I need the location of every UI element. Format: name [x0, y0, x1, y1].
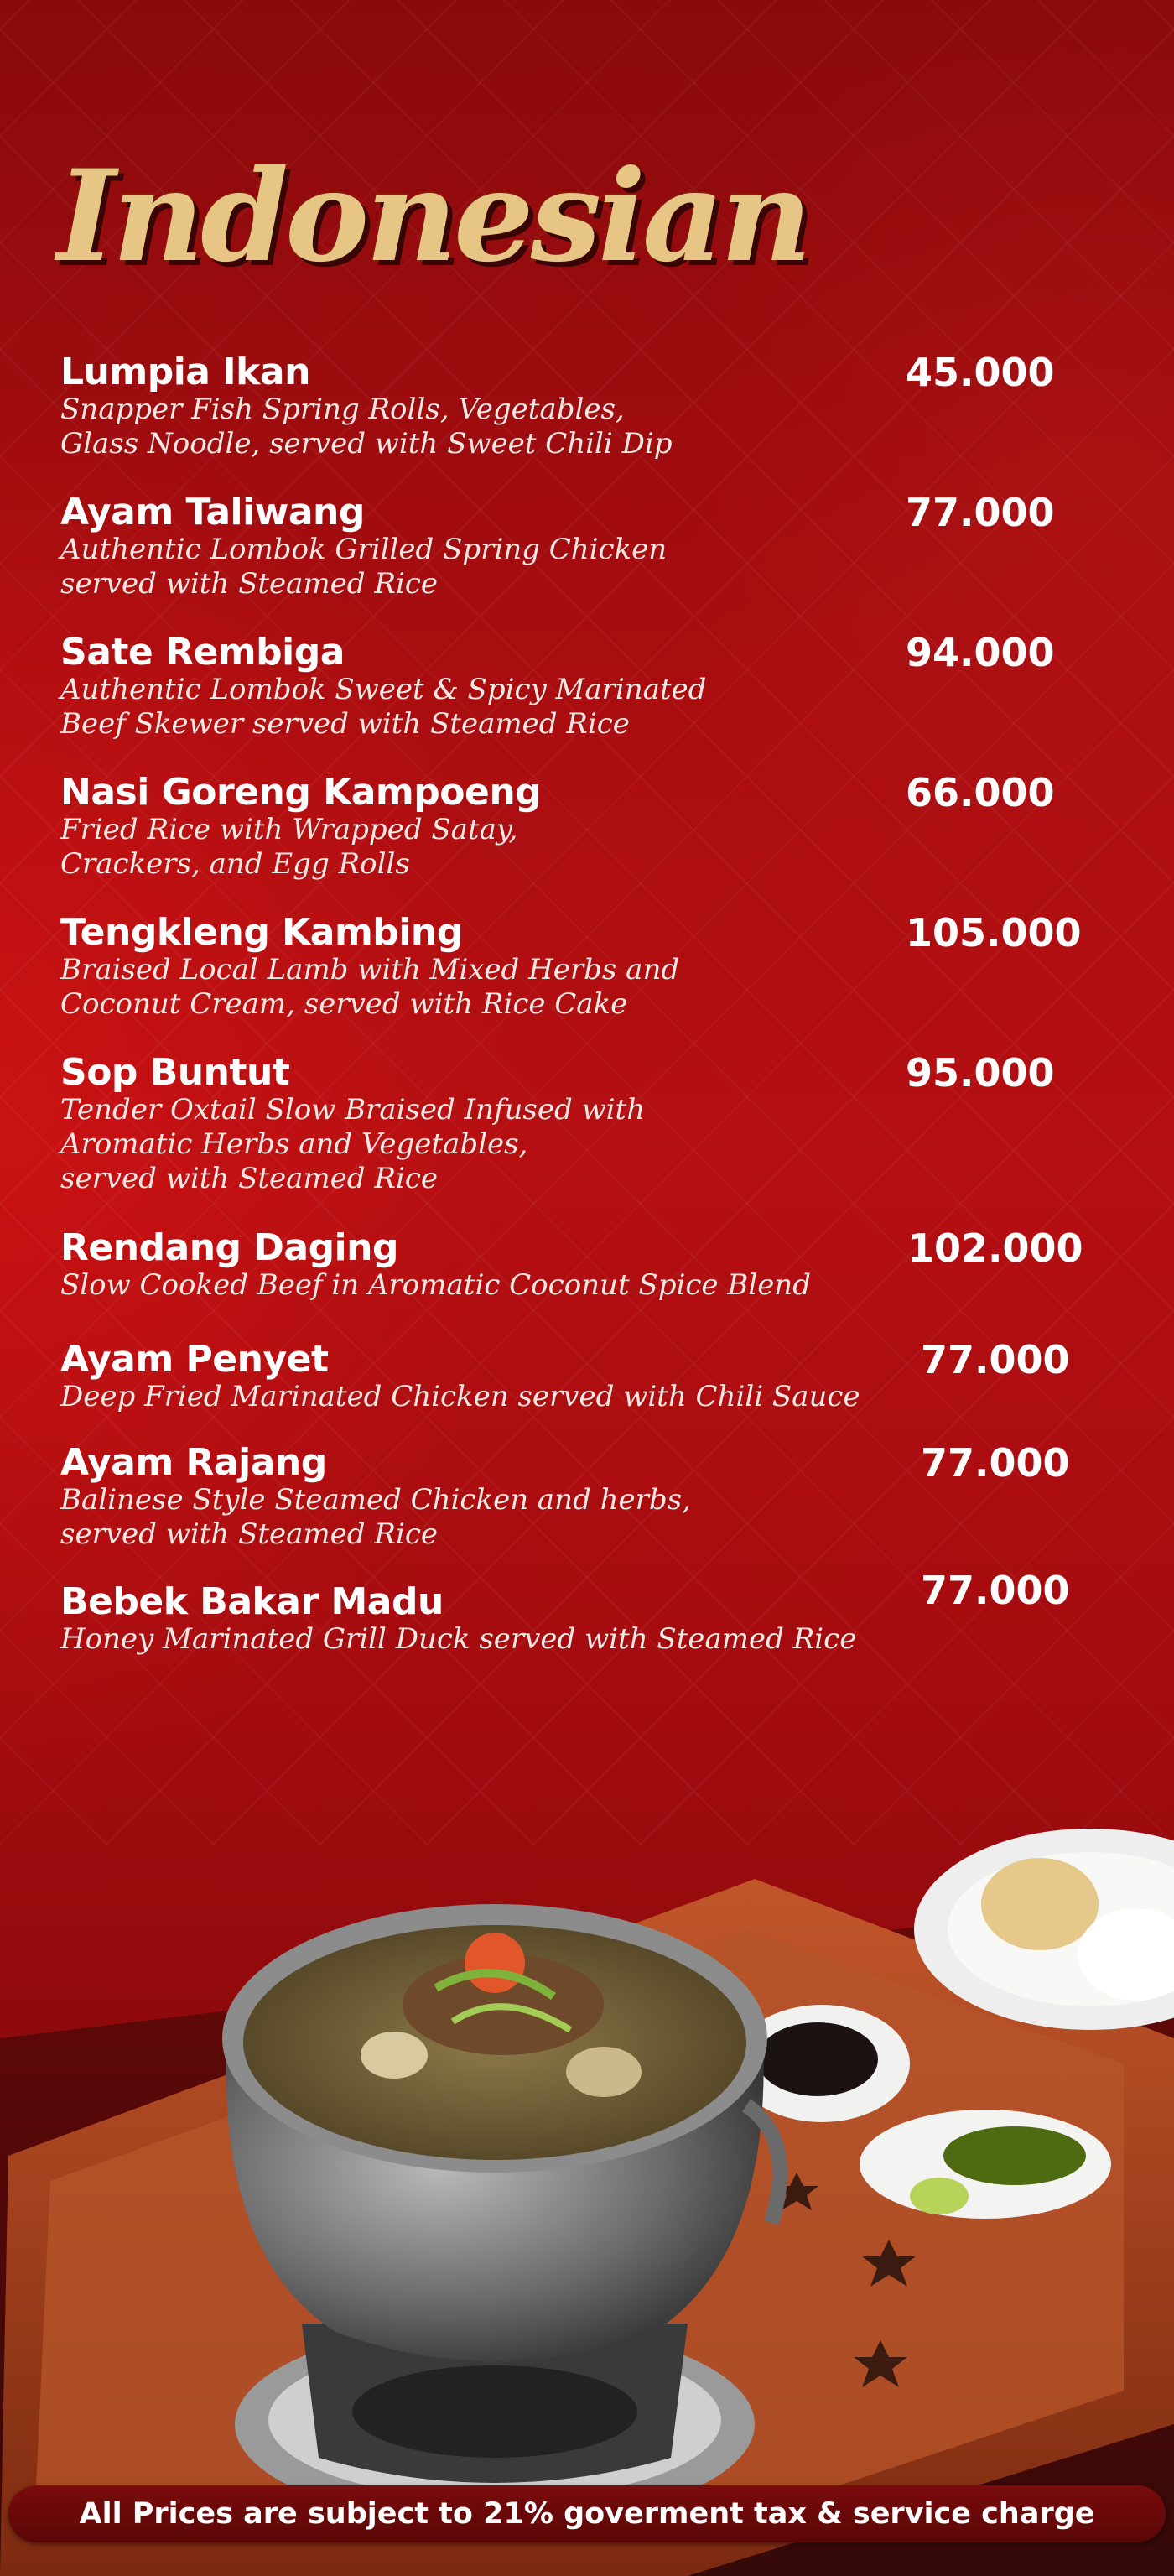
footer-bar	[8, 2485, 1166, 2542]
item-description: Slow Cooked Beef in Aromatic Coconut Spice Blend	[60, 1268, 811, 1302]
item-description: Snapper Fish Spring Rolls, Vegetables, Glass Noodle, served with Sweet Chili Dip	[60, 393, 673, 461]
menu-title: Indonesian	[57, 143, 809, 290]
item-name: Ayam Rajang	[60, 1441, 327, 1484]
item-name: Nasi Goreng Kampoeng	[60, 771, 542, 814]
menu-item	[60, 1440, 1151, 1552]
item-name: Sate Rembiga	[60, 631, 345, 674]
item-price: 45.000	[906, 350, 1055, 395]
item-name: Sop Buntut	[60, 1051, 290, 1094]
menu-item	[60, 632, 1151, 742]
item-name: Tengkleng Kambing	[60, 911, 463, 954]
item-price: 94.000	[906, 630, 1055, 675]
item-description: Honey Marinated Grill Duck served with Steamed Rice	[60, 1622, 857, 1656]
item-price: 77.000	[921, 1568, 1070, 1613]
item-price: 77.000	[921, 1337, 1070, 1382]
menu-item	[60, 910, 1151, 1022]
menu-item	[60, 1050, 1151, 1196]
item-description: Fried Rice with Wrapped Satay, Crackers, and Egg Rolls	[60, 813, 518, 881]
item-description: Braised Local Lamb with Mixed Herbs and Coconut Cream, served with Rice Cake	[60, 953, 680, 1021]
item-description: Deep Fried Marinated Chicken served with Chili Sauce	[60, 1380, 860, 1413]
item-name: Lumpia Ikan	[60, 351, 310, 393]
item-price: 105.000	[906, 910, 1082, 955]
item-price: 95.000	[906, 1050, 1055, 1095]
item-price: 77.000	[921, 1440, 1070, 1486]
menu-item	[60, 770, 1151, 882]
item-description: Tender Oxtail Slow Braised Infused with Aromatic Herbs and Vegetables, served with Steamed Rice	[60, 1093, 646, 1195]
item-description: Balinese Style Steamed Chicken and herbs, served with Steamed Rice	[60, 1483, 691, 1551]
menu-item	[60, 492, 1151, 601]
menu-item	[60, 1228, 1151, 1303]
item-price: 66.000	[906, 770, 1055, 815]
item-price: 77.000	[906, 490, 1055, 535]
item-price: 102.000	[907, 1226, 1083, 1271]
item-name: Ayam Penyet	[60, 1338, 329, 1381]
item-name: Rendang Daging	[60, 1226, 398, 1269]
item-description: Authentic Lombok Grilled Spring Chicken served with Steamed Rice	[60, 533, 668, 601]
tax-note: All Prices are subject to 21% goverment tax & service charge	[79, 2497, 1095, 2531]
item-description: Authentic Lombok Sweet & Spicy Marinated Beef Skewer served with Steamed Rice	[60, 673, 707, 741]
item-name: Ayam Taliwang	[60, 491, 365, 533]
menu-item	[60, 1337, 1151, 1414]
menu-item	[60, 352, 1151, 461]
item-name: Bebek Bakar Madu	[60, 1580, 444, 1623]
food-photo	[0, 1787, 1174, 2576]
menu-item	[60, 1568, 1151, 1657]
